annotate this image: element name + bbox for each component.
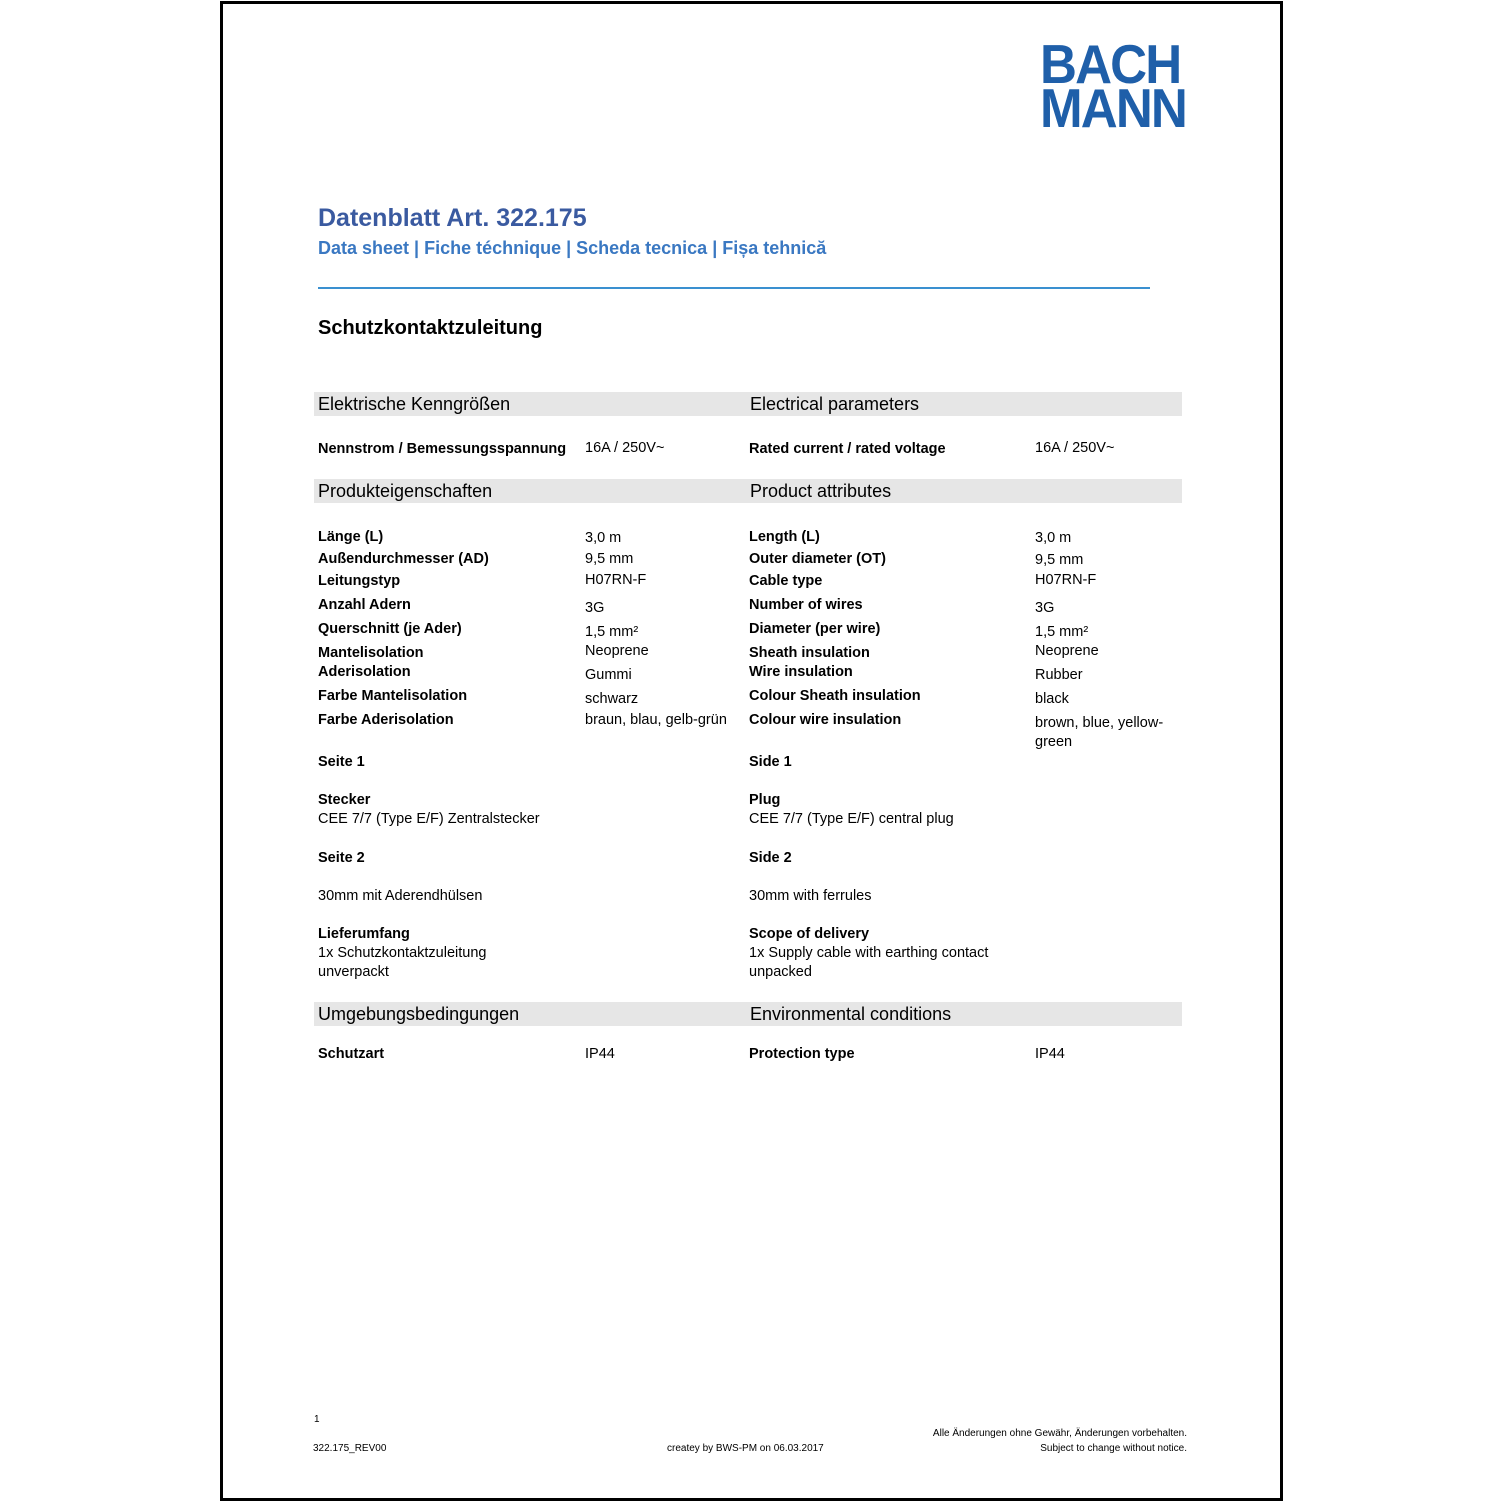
header-divider xyxy=(318,287,1150,289)
spec-label-de: Anzahl Adern xyxy=(318,597,411,613)
spec-label-en: Wire insulation xyxy=(749,664,853,680)
section-title-de: Elektrische Kenngrößen xyxy=(318,394,511,414)
spec-value-en: 1,5 mm² xyxy=(1035,624,1089,640)
section-band-electrical xyxy=(314,392,1182,416)
spec-label-de: Aderisolation xyxy=(318,664,411,680)
spec-label-en: Cable type xyxy=(749,573,823,589)
spec-label-de: Farbe Aderisolation xyxy=(318,712,454,728)
disclaimer-en: Subject to change without notice. xyxy=(1040,1443,1187,1454)
plug-value-de: CEE 7/7 (Type E/F) Zentralstecker xyxy=(318,811,540,827)
spec-value-en: 9,5 mm xyxy=(1035,552,1084,568)
datasheet-subtitle: Data sheet | Fiche téchnique | Scheda tecnica | Fișa tehnică xyxy=(318,238,827,258)
spec-label-de: Mantelisolation xyxy=(318,645,424,661)
spec-value-de: Neoprene xyxy=(585,643,649,659)
page-number: 1 xyxy=(314,1414,320,1425)
spec-label-en: Number of wires xyxy=(749,597,863,613)
spec-label-de: Länge (L) xyxy=(318,529,384,545)
spec-label-de: Farbe Mantelisolation xyxy=(318,688,468,704)
delivery-line-de: unverpackt xyxy=(318,964,389,980)
delivery-label-de: Lieferumfang xyxy=(318,926,410,942)
plug-value-en: CEE 7/7 (Type E/F) central plug xyxy=(749,811,954,827)
spec-value-en: Neoprene xyxy=(1035,643,1099,659)
spec-label-en: Length (L) xyxy=(749,529,820,545)
spec-value-de: Gummi xyxy=(585,667,632,683)
datasheet-title: Datenblatt Art. 322.175 xyxy=(318,204,587,232)
delivery-label-en: Scope of delivery xyxy=(749,926,870,942)
spec-value-en: black xyxy=(1035,691,1069,707)
section-title-en: Electrical parameters xyxy=(750,394,920,414)
section-band-product xyxy=(314,479,1182,503)
disclaimer-de: Alle Änderungen ohne Gewähr, Änderungen vorbehalten. xyxy=(932,1428,1187,1439)
bachmann-logo: BACH MANN xyxy=(1040,33,1186,139)
delivery-line-en: unpacked xyxy=(749,964,812,980)
plug-label-en: Plug xyxy=(749,792,781,808)
spec-value-en: IP44 xyxy=(1035,1046,1065,1062)
spec-value-de: H07RN-F xyxy=(585,572,647,588)
spec-value-de: 3G xyxy=(585,600,605,616)
spec-value-en: Rubber xyxy=(1035,667,1083,683)
revision-code: 322.175_REV00 xyxy=(313,1443,387,1454)
spec-label-en: Diameter (per wire) xyxy=(749,621,881,637)
side1-heading-de: Seite 1 xyxy=(318,754,365,770)
spec-label-en: Rated current / rated voltage xyxy=(749,441,946,457)
section-band-environment xyxy=(314,1002,1182,1026)
spec-value-de: schwarz xyxy=(585,691,639,707)
spec-label-en: Protection type xyxy=(749,1046,855,1062)
product-name: Schutzkontaktzuleitung xyxy=(318,317,543,339)
spec-value-de: IP44 xyxy=(585,1046,615,1062)
spec-label-en: Colour wire insulation xyxy=(749,712,902,728)
spec-label-de: Querschnitt (je Ader) xyxy=(318,621,462,637)
spec-label-de: Außendurchmesser (AD) xyxy=(318,551,489,567)
section-title-en: Environmental conditions xyxy=(750,1004,952,1024)
section-title-de: Produkteigenschaften xyxy=(318,481,493,501)
spec-value-en: 3,0 m xyxy=(1035,530,1072,546)
plug-label-de: Stecker xyxy=(318,792,371,808)
spec-value-en-continued: green xyxy=(1035,734,1073,750)
side1-heading-en: Side 1 xyxy=(749,754,792,770)
delivery-line-en: 1x Supply cable with earthing contact xyxy=(749,945,989,961)
side2-value-en: 30mm with ferrules xyxy=(749,888,872,904)
side2-heading-de: Seite 2 xyxy=(318,850,365,866)
spec-value-de: 1,5 mm² xyxy=(585,624,639,640)
spec-label-de: Nennstrom / Bemessungsspannung xyxy=(318,441,567,457)
spec-value-de: 9,5 mm xyxy=(585,551,634,567)
side2-value-de: 30mm mit Aderendhülsen xyxy=(318,888,483,904)
spec-label-en: Sheath insulation xyxy=(749,645,870,661)
spec-value-de: 16A / 250V~ xyxy=(585,440,665,456)
spec-value-de: 3,0 m xyxy=(585,530,622,546)
spec-label-en: Colour Sheath insulation xyxy=(749,688,921,704)
spec-value-en: H07RN-F xyxy=(1035,572,1097,588)
delivery-line-de: 1x Schutzkontaktzuleitung xyxy=(318,945,487,961)
spec-value-de: braun, blau, gelb-grün xyxy=(585,712,727,728)
spec-value-en: brown, blue, yellow- xyxy=(1035,715,1164,731)
spec-value-en: 16A / 250V~ xyxy=(1035,440,1115,456)
section-title-de: Umgebungsbedingungen xyxy=(318,1004,520,1024)
created-by: createy by BWS-PM on 06.03.2017 xyxy=(667,1443,824,1454)
spec-label-de: Leitungstyp xyxy=(318,573,401,589)
spec-label-en: Outer diameter (OT) xyxy=(749,551,886,567)
spec-value-en: 3G xyxy=(1035,600,1055,616)
section-title-en: Product attributes xyxy=(750,481,892,501)
spec-label-de: Schutzart xyxy=(318,1046,385,1062)
side2-heading-en: Side 2 xyxy=(749,850,792,866)
